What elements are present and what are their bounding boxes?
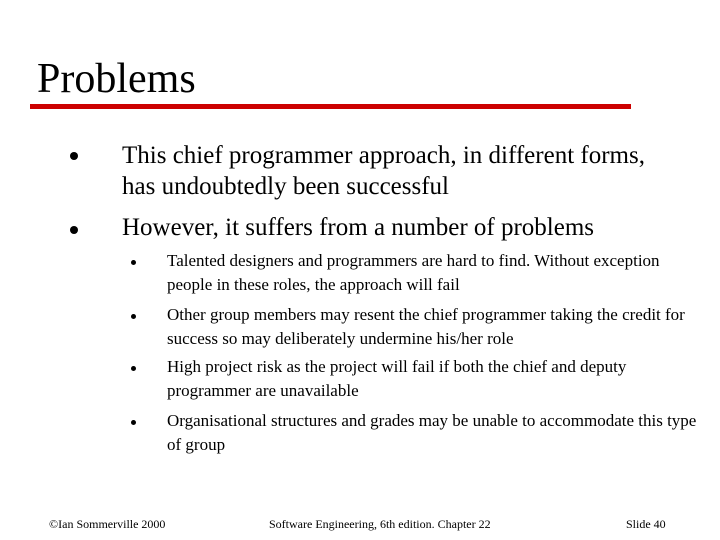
title-underline	[30, 104, 631, 109]
sub-bullet-icon	[131, 366, 136, 371]
sub-bullet-icon	[131, 314, 136, 319]
bullet-text: However, it suffers from a number of problems	[122, 214, 595, 241]
footer-book-title: Software Engineering, 6th edition. Chapter 22	[269, 517, 491, 531]
bullet-icon	[70, 226, 78, 234]
footer-copyright: ©Ian Sommerville 2000	[49, 517, 166, 531]
slide-title: Problems	[37, 56, 196, 102]
sub-bullet-icon	[131, 420, 136, 425]
sub-bullet-text: High project risk as the project will fail if both the chief and deputy programmer are unavailable	[167, 357, 627, 400]
sub-bullet-text: Organisational structures and grades may be unable to accommodate this type of group	[167, 411, 697, 454]
bullet-text: This chief programmer approach, in different forms, has undoubtedly been successful	[122, 142, 645, 200]
sub-bullet-text: Talented designers and programmers are hard to find. Without exception people in these roles, the approach will fail	[167, 251, 660, 294]
sub-bullet-icon	[131, 260, 136, 265]
bullet-icon	[70, 152, 78, 160]
sub-bullet-text: Other group members may resent the chief programmer taking the credit for success so may deliberately undermine his/her role	[167, 305, 685, 348]
footer-slide-number: Slide 40	[626, 517, 666, 531]
